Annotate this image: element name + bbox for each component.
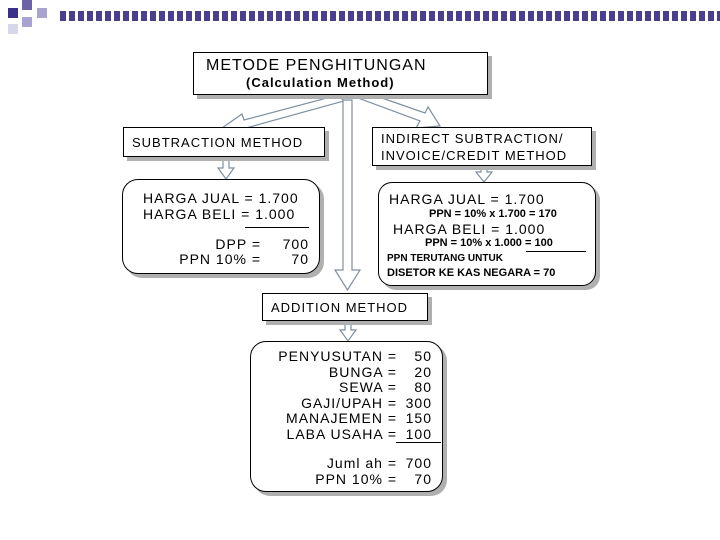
arrow-subtraction-down xyxy=(218,157,234,179)
title-text: METODE PENGHITUNGAN xyxy=(206,57,427,74)
subtraction-underline xyxy=(245,227,309,228)
addition-row-value: 80 xyxy=(414,379,432,395)
addition-row-label: GAJI/UPAH = xyxy=(301,394,397,411)
arrow-indirect-down xyxy=(476,166,492,182)
subtraction-ppn-label: PPN 10% = xyxy=(179,251,261,267)
addition-row-value: 150 xyxy=(405,410,432,426)
addition-calc-box xyxy=(250,341,443,492)
subtraction-ppn-value: 70 xyxy=(291,251,309,267)
jumlah-value: 700 xyxy=(405,455,432,471)
indirect-underline xyxy=(526,251,586,252)
addition-row-label: SEWA = xyxy=(338,379,397,395)
indirect-method-label-box xyxy=(372,127,592,166)
indirect-method-label-line1: INDIRECT SUBTRACTION/ xyxy=(381,131,564,146)
arrow-addition-down xyxy=(340,321,356,341)
indirect-calc-box xyxy=(378,182,596,286)
addition-row-value: 100 xyxy=(405,425,432,442)
addition-row-label: BUNGA = xyxy=(328,363,397,380)
dpp-value: 700 xyxy=(282,236,309,252)
ppn-terutang-line1: PPN TERUTANG UNTUK xyxy=(387,253,503,264)
subtraction-harga-beli: HARGA BELI = 1.000 xyxy=(143,206,296,222)
addition-row-label: LABA USAHA = xyxy=(286,425,397,442)
ppn-terutang-line2: DISETOR KE KAS NEGARA = 70 xyxy=(387,267,556,279)
addition-row-value: 50 xyxy=(414,348,432,364)
indirect-ppn-beli: PPN = 10% x 1.000 = 100 xyxy=(425,237,553,249)
addition-method-label: ADDITION METHOD xyxy=(271,300,409,315)
jumlah-label: Juml ah = xyxy=(326,455,397,471)
subtraction-calc-box xyxy=(122,179,320,274)
addition-underline xyxy=(396,442,441,443)
subtitle-text: (Calculation Method) xyxy=(246,75,395,90)
indirect-method-label-line2: INVOICE/CREDIT METHOD xyxy=(381,148,568,163)
dpp-label: DPP = xyxy=(215,236,261,252)
addition-row-value: 300 xyxy=(405,394,432,411)
addition-ppn-label: PPN 10% = xyxy=(315,471,397,487)
arrow-to-addition xyxy=(335,100,360,290)
subtraction-method-label-box xyxy=(123,127,325,157)
addition-row-label: PENYUSUTAN = xyxy=(278,348,397,364)
indirect-harga-beli: HARGA BELI = 1.000 xyxy=(393,221,546,237)
addition-row-value: 20 xyxy=(414,363,432,380)
subtraction-harga-jual: HARGA JUAL = 1.700 xyxy=(143,190,299,206)
indirect-ppn-jual: PPN = 10% x 1.700 = 170 xyxy=(429,208,557,220)
title-box xyxy=(193,52,488,95)
subtraction-method-label: SUBTRACTION METHOD xyxy=(132,135,304,150)
addition-ppn-value: 70 xyxy=(414,471,432,487)
indirect-harga-jual: HARGA JUAL = 1.700 xyxy=(389,191,545,207)
addition-row-label: MANAJEMEN = xyxy=(286,410,397,426)
addition-method-label-box xyxy=(262,293,428,321)
